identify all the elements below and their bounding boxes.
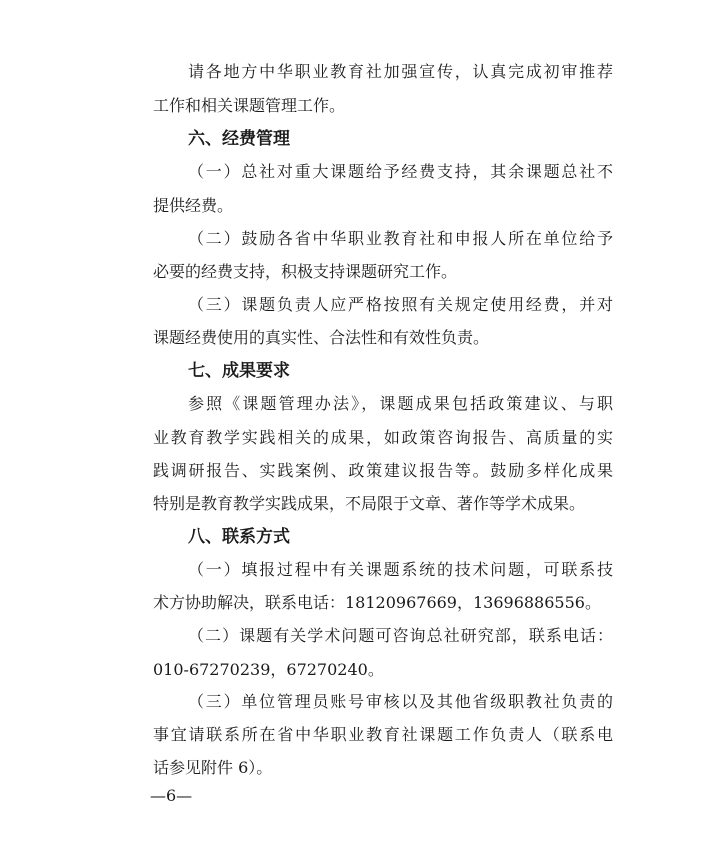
paragraph-line: （二）鼓励各省中华职业教育社和申报人所在单位给予 <box>188 229 613 248</box>
section-heading-funding: 六、经费管理 <box>188 129 290 149</box>
page-number: —6— <box>150 786 193 805</box>
paragraph-line: 010-67270239，67270240。 <box>153 660 384 679</box>
paragraph-line: （二）课题有关学术问题可咨询总社研究部，联系电话： <box>188 626 613 645</box>
paragraph-line: 特别是教育教学实践成果，不局限于文章、著作等学术成果。 <box>153 494 586 513</box>
section-heading-contact: 八、联系方式 <box>188 527 290 547</box>
paragraph-line: 业教育教学实践相关的成果，如政策咨询报告、高质量的实 <box>153 428 613 447</box>
paragraph-line: 术方协助解决，联系电话：18120967669，13696886556。 <box>153 593 601 612</box>
paragraph-line: 工作和相关课题管理工作。 <box>153 96 346 115</box>
paragraph-line: 必要的经费支持，积极支持课题研究工作。 <box>153 262 458 281</box>
paragraph-line: 践调研报告、实践案例、政策建议报告等。鼓励多样化成果 <box>153 461 613 480</box>
paragraph-line: （一）总社对重大课题给予经费支持，其余课题总社不 <box>188 162 613 181</box>
section-heading-results: 七、成果要求 <box>188 361 290 381</box>
paragraph-line: 参照《课题管理办法》，课题成果包括政策建议、与职 <box>188 394 613 413</box>
paragraph-line: （三）课题负责人应严格按照有关规定使用经费，并对 <box>188 295 613 314</box>
paragraph-line: （一）填报过程中有关课题系统的技术问题，可联系技 <box>188 560 613 579</box>
paragraph-line: 提供经费。 <box>153 196 234 215</box>
paragraph-line: 请各地方中华职业教育社加强宣传，认真完成初审推荐 <box>188 62 613 81</box>
paragraph-line: 课题经费使用的真实性、合法性和有效性负责。 <box>153 328 490 347</box>
paragraph-line: （三）单位管理员账号审核以及其他省级职教社负责的 <box>188 692 613 711</box>
paragraph-line: 话参见附件 6）。 <box>153 758 273 777</box>
paragraph-line: 事宜请联系所在省中华职业教育社课题工作负责人（联系电 <box>153 725 613 744</box>
